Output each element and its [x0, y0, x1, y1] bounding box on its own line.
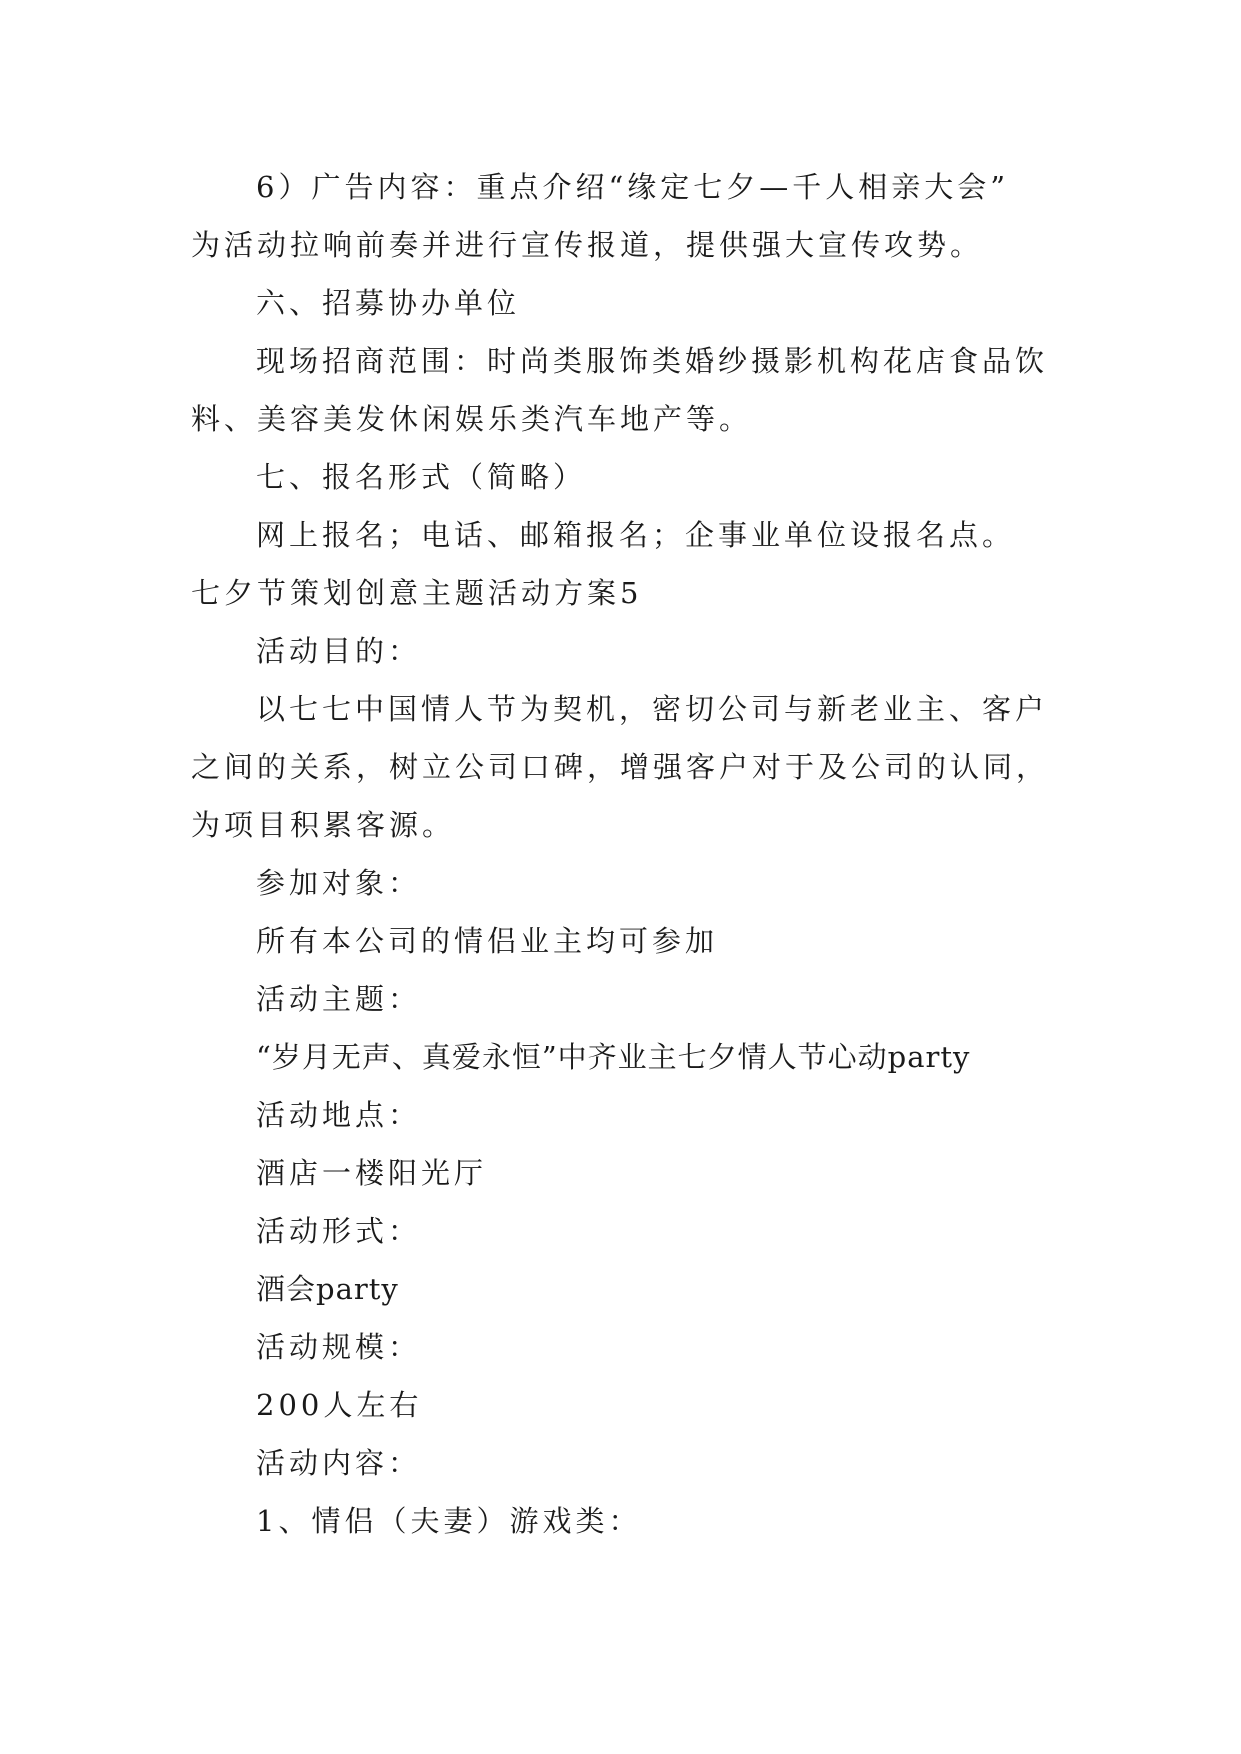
scale-value: 200人左右: [256, 1388, 423, 1422]
section-heading-sponsors: 六、招募协办单位: [256, 286, 521, 320]
ad-content-line: 6）广告内容：重点介绍“缘定七夕—千人相亲大会”: [256, 170, 1010, 204]
format-value: 酒会party: [256, 1272, 399, 1306]
registration-methods: 网上报名；电话、邮箱报名；企事业单位设报名点。: [256, 518, 1016, 552]
label-scale: 活动规模：: [256, 1330, 422, 1364]
plan-title: 七夕节策划创意主题活动方案5: [191, 576, 643, 610]
sponsor-scope-line: 现场招商范围：时尚类服饰类婚纱摄影机构花店食品饮: [256, 344, 1049, 378]
section-heading-registration: 七、报名形式（简略）: [256, 460, 587, 494]
label-location: 活动地点：: [256, 1098, 422, 1132]
label-format: 活动形式：: [256, 1214, 422, 1248]
ad-content-line-cont: 为活动拉响前奏并进行宣传报道，提供强大宣传攻势。: [191, 228, 984, 262]
location-value: 酒店一楼阳光厅: [256, 1156, 488, 1190]
label-theme: 活动主题：: [256, 982, 422, 1016]
label-participants: 参加对象：: [256, 866, 422, 900]
label-purpose: 活动目的：: [256, 634, 422, 668]
purpose-line-end: 为项目积累客源。: [191, 808, 456, 842]
purpose-line: 以七七中国情人节为契机，密切公司与新老业主、客户: [256, 692, 1049, 726]
theme-value: “岁月无声、真爱永恒”中齐业主七夕情人节心动party: [256, 1040, 971, 1074]
sponsor-scope-line-cont: 料、美容美发休闲娱乐类汽车地产等。: [191, 402, 753, 436]
content-item-1: 1、情侣（夫妻）游戏类：: [256, 1504, 642, 1538]
purpose-line-cont: 之间的关系，树立公司口碑，增强客户对于及公司的认同，: [191, 750, 1050, 784]
participants-value: 所有本公司的情侣业主均可参加: [256, 924, 719, 958]
label-content: 活动内容：: [256, 1446, 422, 1480]
